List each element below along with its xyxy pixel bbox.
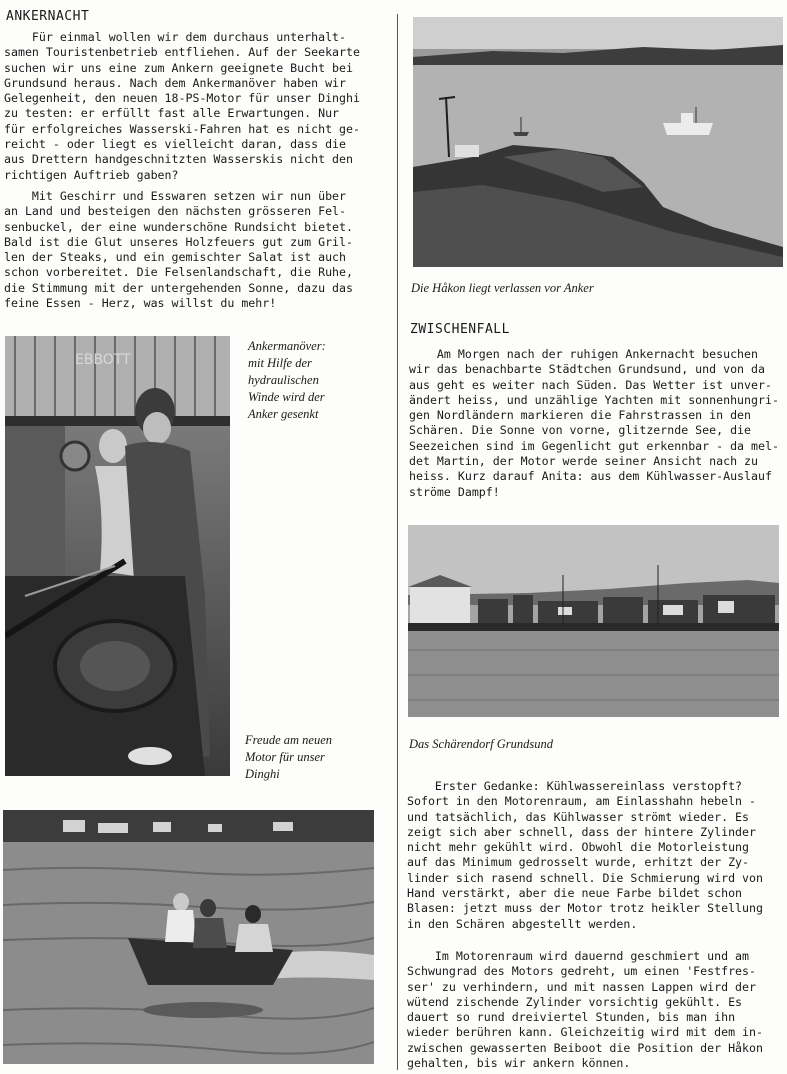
caption-grundsund: Das Schärendorf Grundsund <box>409 737 553 751</box>
photo-grundsund-village <box>408 525 779 717</box>
caption-hakon: Die Håkon liegt verlassen vor Anker <box>411 281 594 295</box>
paragraph-zwischenfall-1: Am Morgen nach der ruhigen Ankernacht besuchen wir das benachbarte Städtchen Grundsund, und von da aus geht es weiter nach Süden. Das Wetter ist unver- ändert heiss, und unzählige Yachten mit sonnenhungri- gen Nordländern markieren die Fahrstrassen in den Schären. Die Sonne von vorne, glitzernde See, die Seezeichen sind im Gegenlicht gut erkennbar - da mel- det Martin, der Motor werde seiner Ansicht nach zu heiss. Kurz darauf Anita: aus dem Kühlwasser-Auslauf ströme Dampf! <box>409 347 779 499</box>
photo-anchor-winch <box>5 336 230 776</box>
caption-freude-motor: Freude am neuen Motor für unser Dinghi <box>245 733 333 781</box>
caption-ankermanoever: Ankermanöver: mit Hilfe der hydraulischen Winde wird der Anker gesenkt <box>248 339 326 421</box>
photo-hakon-at-anchor <box>413 17 783 267</box>
heading-zwischenfall: ZWISCHENFALL <box>410 322 510 337</box>
paragraph-ankernacht-1: Für einmal wollen wir dem durchaus unterhalt- samen Touristenbetrieb entfliehen. Auf der Seekarte suchen wir uns eine zum Ankern geeignete Bucht bei Grundsund heraus. Nach dem Ankermanöver haben wir Gelegenheit, den neuen 18-PS-Motor für unser Dinghi zu testen: er erfüllt fast alle Erwartungen. Nur für erfolgreiches Wasserski-Fahren hat es nicht ge- reicht - oder liegt es vielleicht daran, dass die aus Drettern handgeschnitzten Wasserskis nicht den richtigen Auftrieb gaben? <box>4 30 360 182</box>
paragraph-zwischenfall-3: Im Motorenraum wird dauernd geschmiert und am Schwungrad des Motors gedreht, um einen 'Festfres- ser' zu verhindern, und mit nassen Lappen wird der wütend zischende Zylinder vorsichtig gekühlt. Es dauert so rund dreiviertel Stunden, bis man ihn wieder berühren kann. Gleichzeitig wird mit dem in- zwischen gewasserten Beiboot die Position der Håkon gehalten, bis wir ankern können. <box>407 949 763 1071</box>
photo-dinghi-motorboat <box>3 810 374 1064</box>
column-divider <box>397 14 398 1070</box>
paragraph-ankernacht-2: Mit Geschirr und Esswaren setzen wir nun über an Land und besteigen den nächsten grösseren Fel- senbuckel, der eine wunderschöne Rundsicht bietet. Bald ist die Glut unseres Holzfeuers gut zum Gril- len der Steaks, und ein gemischter Salat ist auch schon vorbereitet. Die Felsenlandschaft, die Ruhe, die Stimmung mit der untergehenden Sonne, dazu das feine Essen - Herz, was willst du mehr! <box>4 189 354 311</box>
paragraph-zwischenfall-2: Erster Gedanke: Kühlwassereinlass verstopft? Sofort in den Motorenraum, am Einlasshahn hebeln - und tatsächlich, das Kühlwasser strömt wieder. Es zeigt sich aber schnell, dass der hintere Zylinder nicht mehr gekühlt wird. Obwohl die Motorleistung auf das Minimum gedrosselt wurde, erhitzt der Zy- linder sich rasend schnell. Die Schmierung wird von Hand verstärkt, aber die neue Farbe bildet schon Blasen: jetzt muss der Motor trotz heikler Stellung in den Schären abgestellt werden. <box>407 779 763 931</box>
winch-lettering: EBBOTT <box>75 352 131 368</box>
heading-ankernacht: ANKERNACHT <box>6 9 90 24</box>
